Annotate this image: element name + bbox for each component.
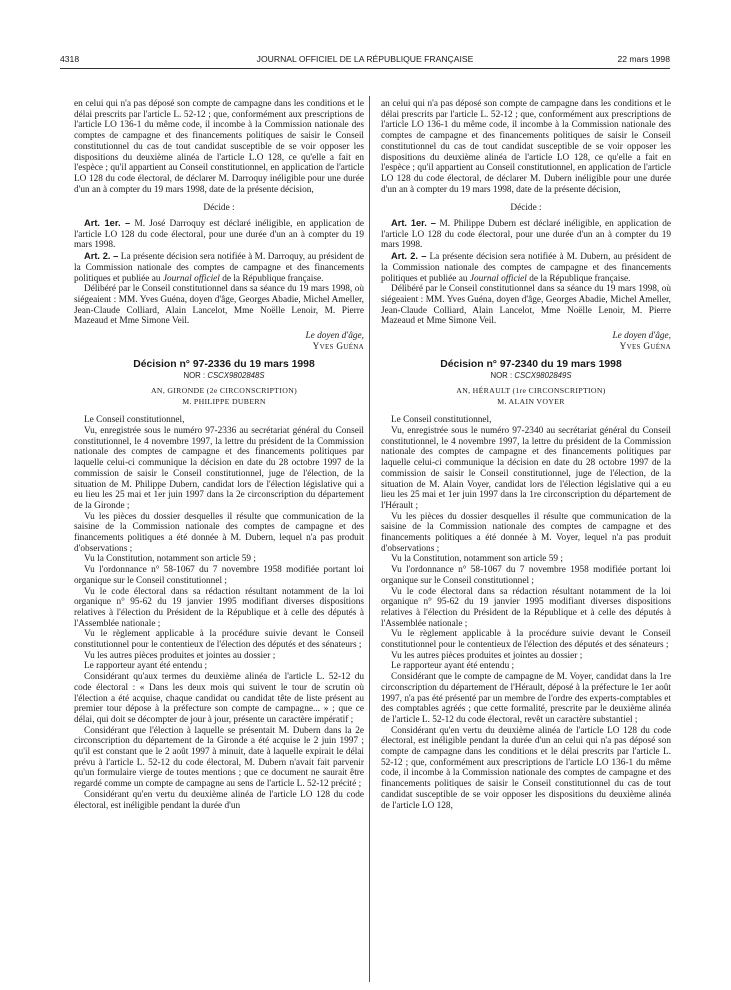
signature-role	[74, 331, 364, 342]
paragraph: Vu le code électoral dans sa rédaction résultant notamment de la loi organique n° 95-62 du 19 janvier 1995 modifiant diverses dispositions relatives à l'élection du Président de la République et à celle des députés à l'Assemblée nationale ;	[74, 586, 364, 629]
decide-heading: Décide :	[203, 203, 235, 214]
article-2-text-end: de la République française.	[529, 273, 631, 284]
signature-name: Yves Guéna	[312, 341, 364, 352]
paragraph: Vu l'ordonnance n° 58-1067 du 7 novembre 1958 modifiée portant loi organique sur le Conseil constitutionnel ;	[381, 565, 671, 586]
paragraph: Considérant que le compte de campagne de M. Voyer, candidat dans la 1re circonscription du département de l'Hérault, déposé à la préfecture le 1er août 1997, n'a pas été présenté par un membre de l'ordre des experts-comptables et des comptables agréés ; que cette formalité, prescrite par le deuxième alinéa de l'article L. 52-12 du code électoral, revêt un caractère substantiel ;	[381, 672, 671, 725]
nor-reference	[74, 371, 364, 382]
paragraph: Vu le code électoral dans sa rédaction résultant notamment de la loi organique n° 95-62 du 19 janvier 1995 modifiant diverses dispositions relatives à l'élection du Président de la République et à celle des députés à l'Assemblée nationale ;	[381, 586, 671, 629]
paragraph: Le Conseil constitutionnel,	[391, 415, 492, 426]
article-2-text: La présente décision sera notifiée à M. Darroquy, au président de la Commission nationale des comptes de campagne et des financements politiques et publiée au	[74, 252, 365, 284]
signature-role-text: Le doyen d'âge,	[305, 331, 364, 342]
article-2-text: La présente décision sera notifiée à M. Dubern, au président de la Commission nationale des comptes de campagne et des financements politiques et publiée au	[381, 252, 671, 284]
paragraph: Le Conseil constitutionnel,	[84, 415, 185, 426]
page-header	[60, 54, 670, 68]
article-2-label: Art. 2. –	[391, 251, 427, 262]
paragraph: Vu la Constitution, notamment son article 59 ;	[84, 554, 256, 565]
header-rule	[60, 68, 670, 69]
nor-code: CSCX9802848S	[207, 371, 265, 381]
article-1-label: Art. 1er. –	[84, 218, 131, 229]
journal-reference: Journal officiel	[469, 273, 527, 284]
journal-reference: Journal officiel	[162, 273, 220, 284]
paragraph: Vu le règlement applicable à la procédure suivie devant le Conseil constitutionnel pour le contentieux de l'élection des députés et des sénateurs ;	[74, 629, 364, 651]
decide-heading: Décide :	[510, 203, 542, 214]
paragraph: Vu, enregistrée sous le numéro 97-2340 au secrétariat général du Conseil constitutionnel, le 4 novembre 1997, la lettre du président de la Commission nationale des comptes de campagne et des financements politiques par laquelle celui-ci communique la décision en date du 28 octobre 1997 de la commission de saisir le Conseil constitutionnel, juge de l'élection, de la situation de M. Alain Voyer, candidat lors de l'élection législative qui a eu lieu les 25 mai et 1er juin 1997 dans la 1re circonscription du département de l'Hérault ;	[381, 425, 671, 511]
paragraph: Vu les autres pièces produites et jointes au dossier ;	[84, 650, 276, 661]
article-2-label: Art. 2. –	[84, 251, 119, 262]
nor-code: CSCX9802849S	[514, 371, 572, 381]
article-2	[381, 251, 671, 284]
deliberation: Délibéré par le Conseil constitutionnel dans sa séance du 19 mars 1998, où siégeaient : MM. Yves Guéna, doyen d'âge, Georges Abadie, Michel Ameller, Jean-Claude Colliard, Alain Lancelot, Mme Noëlle Lenoir, M. Pierre Mazeaud et Mme Simone Veil.	[381, 284, 671, 327]
nor-label: NOR :	[490, 371, 513, 381]
column-divider	[369, 96, 370, 982]
left-column	[74, 99, 364, 811]
issue-date: 22 mars 1998	[617, 54, 670, 64]
paragraph: Vu les autres pièces produites et jointes au dossier ;	[391, 650, 583, 661]
continued-paragraph: en celui qui n'a pas déposé son compte de campagne dans les conditions et le délai prescrits par l'article L. 52-12 ; que, conformément aux prescriptions de l'article LO 136-1 du même code, il incombe à la Commission nationale des comptes de campagne et des financements politiques de saisir le Conseil constitutionnel du cas de tout candidat susceptible de se voir opposer les dispositions du deuxième alinéa de l'article L.O 128, ce qu'elle a fait en l'espèce ; qu'il appartient au Conseil constitutionnel, en application de l'article LO 128 du code électoral, de déclarer M. Darroquy inéligible pour une durée d'un an à compter du 19 mars 1998, date de la présente décision,	[74, 99, 364, 195]
paragraph: Vu les pièces du dossier desquelles il résulte que communication de la saisine de la Commission nationale des comptes de campagne et des financements politiques a été donnée à M. Voyer, lequel n'a pas produit d'observations ;	[381, 511, 671, 554]
person-name: M. PHILIPPE DUBERN	[182, 396, 266, 406]
paragraph: Considérant qu'en vertu du deuxième alinéa de l'article LO 128 du code électoral, est inéligible pendant la durée d'un	[74, 789, 364, 811]
paragraph: Vu, enregistrée sous le numéro 97-2336 au secrétariat général du Conseil constitutionnel, le 4 novembre 1997, la lettre du président de la Commission nationale des comptes de campagne et des financements politiques par laquelle celui-ci communique la décision en date du 28 octobre 1997 de la commission de saisir le Conseil constitutionnel, juge de l'élection, de la situation de M. Philippe Dubern, candidat lors de l'élection législative qui a eu lieu les 25 mai et 1er juin 1997 dans la 2e circonscription du département de la Gironde ;	[74, 425, 364, 511]
article-1-label: Art. 1er. –	[391, 218, 436, 229]
article-1	[381, 218, 671, 251]
paragraph: Vu la Constitution, notamment son article 59 ;	[391, 554, 563, 565]
paragraph: Le rapporteur ayant été entendu ;	[391, 661, 515, 672]
continued-paragraph: an celui qui n'a pas déposé son compte de campagne dans les conditions et le délai prescrits par l'article L. 52-12 ; que, conformément aux prescriptions de l'article LO 136-1 du même code, il incombe à la Commission nationale des comptes de campagne et des financements politiques de saisir le Conseil constitutionnel du cas de tout candidat susceptible de se voir opposer les dispositions du deuxième alinéa de l'article LO 128, ce qu'elle a fait en l'espèce ; qu'il appartient au Conseil constitutionnel, en application de l'article LO 128 du code électoral, de déclarer M. Dubern inéligible pour une durée d'un an à compter du 19 mars 1998, date de la présente décision,	[381, 99, 671, 195]
nor-reference	[381, 371, 671, 382]
deliberation: Délibéré par le Conseil constitutionnel dans sa séance du 19 mars 1998, où siégeaient : MM. Yves Guéna, doyen d'âge, Georges Abadie, Michel Ameller, Jean-Claude Colliard, Alain Lancelot, Mme Noëlle Lenoir, M. Pierre Mazeaud et Mme Simone Veil.	[74, 284, 364, 327]
journal-title: JOURNAL OFFICIEL DE LA RÉPUBLIQUE FRANÇAISE	[256, 54, 474, 64]
paragraph: Considérant que l'élection à laquelle se présentait M. Dubern dans la 2e circonscription du département de la Gironde a été acquise le 2 juin 1997 ; qu'il est constant que le 2 août 1997 à minuit, date à laquelle expirait le délai prévu à l'article L. 52-12 du code électoral, M. Dubern n'avait fait parvenir qu'un formulaire vierge de toutes mentions ; que ce document ne saurait être regardé comme un compte de campagne au sens de l'article L. 52-12 précité ;	[74, 725, 364, 790]
right-column	[381, 99, 671, 811]
nor-label: NOR :	[183, 371, 206, 381]
paragraph: Vu l'ordonnance n° 58-1067 du 7 novembre 1958 modifiée portant loi organique sur le Conseil constitutionnel ;	[74, 565, 364, 586]
article-2-text-end: de la République française.	[222, 273, 324, 284]
paragraph: Vu les pièces du dossier desquelles il résulte que communication de la saisine de la Commission nationale des comptes de campagne et des financements politiques a été donnée à M. Dubern, lequel n'a pas produit d'observations ;	[74, 511, 364, 554]
circonscription: AN, GIRONDE (2e CIRCONSCRIPTION)	[150, 385, 298, 395]
paragraph: Le rapporteur ayant été entendu ;	[84, 661, 208, 672]
person-name: M. ALAIN VOYER	[497, 396, 565, 406]
article-1	[74, 218, 364, 251]
signature-role-text: Le doyen d'âge,	[612, 331, 671, 342]
decision-title: Décision n° 97-2340 du 19 mars 1998	[440, 359, 622, 371]
article-1-text: M. Philippe Dubern est déclaré inéligible, en application de l'article LO 128 du code électoral, pour une durée d'un an à compter du 19 mars 1998.	[381, 219, 671, 251]
signature-role	[381, 331, 671, 342]
page-number: 4318	[60, 54, 80, 64]
signature-name: Yves Guéna	[619, 341, 671, 352]
paragraph: Vu le règlement applicable à la procédure suivie devant le Conseil constitutionnel pour le contentieux de l'élection des députés et des sénateurs ;	[381, 629, 671, 651]
circonscription: AN, HÉRAULT (1re CIRCONSCRIPTION)	[456, 385, 606, 395]
article-2	[74, 251, 364, 284]
article-1-text: M. José Darroquy est déclaré inéligible, en application de l'article LO 128 du code électoral, pour une durée d'un an à compter du 19 mars 1998.	[74, 219, 364, 251]
paragraph: Considérant qu'en vertu du deuxième alinéa de l'article LO 128 du code électoral, est inéligible pendant la durée d'un an celui qui n'a pas déposé son compte de campagne dans les conditions et le délai prescrits par l'article L. 52-12 ; que, conformément aux prescriptions de l'article LO 136-1 du même code, il incombe à la Commission nationale des comptes de campagne et des financements politiques de saisir le Conseil constitutionnel du cas de tout candidat susceptible de se voir opposer les dispositions du deuxième alinéa de l'article LO 128,	[381, 725, 671, 811]
decision-title: Décision n° 97-2336 du 19 mars 1998	[133, 359, 315, 371]
paragraph: Considérant qu'aux termes du deuxième alinéa de l'article L. 52-12 du code électoral : « Dans les deux mois qui suivent le tour de scrutin où l'élection a été acquise, chaque candidat ou candidat tête de liste présent au premier tour dépose à la préfecture son compte de campagne... » ; que ce délai, qui doit se décompter de jour à jour, présente un caractère impératif ;	[74, 672, 364, 725]
